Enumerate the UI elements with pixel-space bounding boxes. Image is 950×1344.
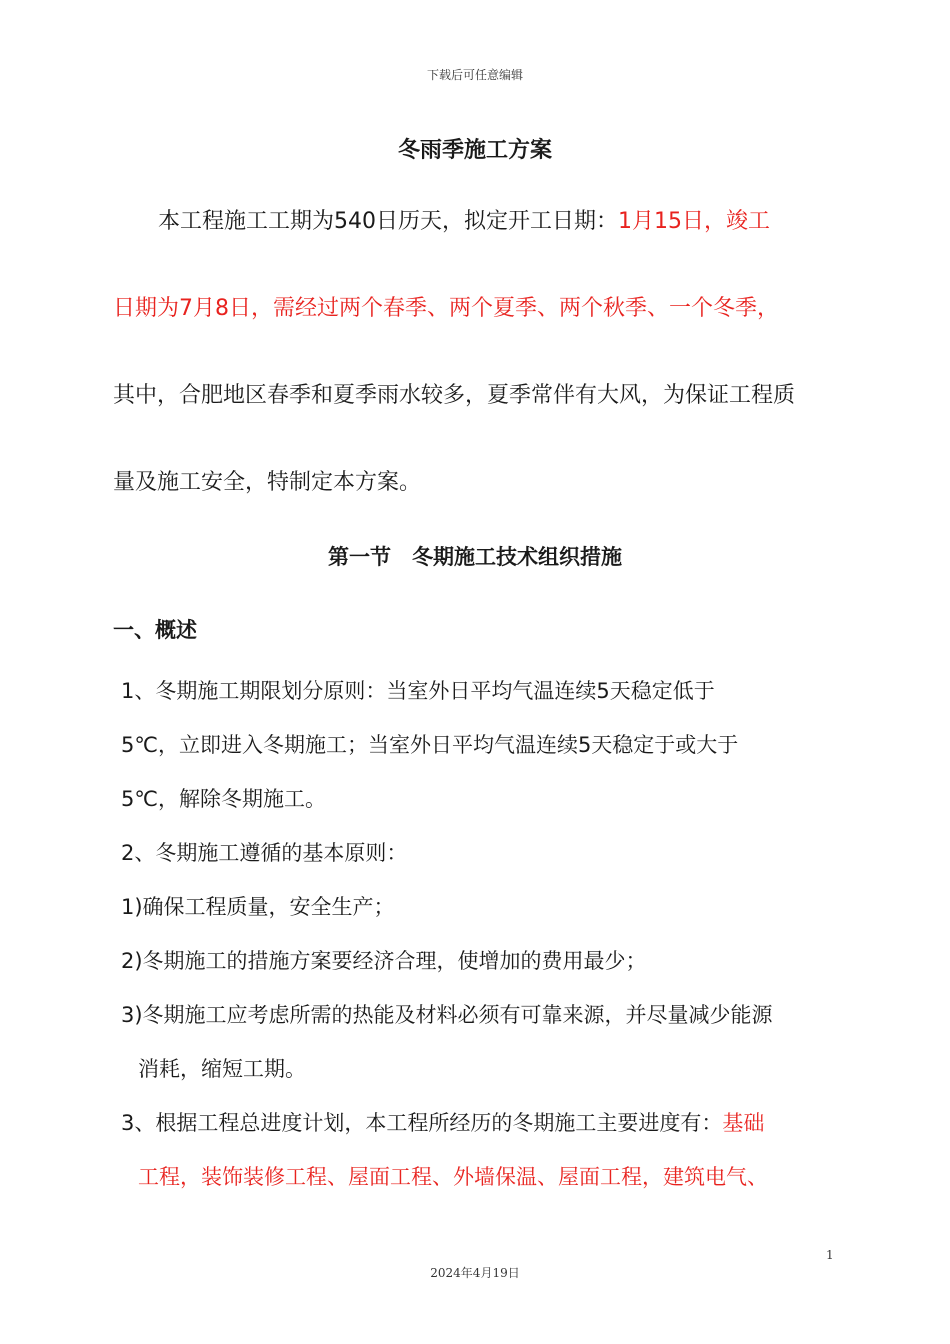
intro-line-1-highlight: 1月15日，竣工 <box>618 209 770 234</box>
sub-item-1: 1)确保工程质量，安全生产； <box>121 895 395 919</box>
item-1-line-1: 1、冬期施工期限划分原则：当室外日平均气温连续5天稳定低于 <box>121 679 715 703</box>
intro-line-3: 其中，合肥地区春季和夏季雨水较多，夏季常伴有大风，为保证工程质 <box>113 383 796 408</box>
sub-item-3-line-1: 3)冬期施工应考虑所需的热能及材料必须有可靠来源，并尽量减少能源 <box>121 1003 773 1027</box>
item-2: 2、冬期施工遵循的基本原则： <box>121 841 408 865</box>
footer-date: 2024年4月19日 <box>430 1266 520 1280</box>
page-number: 1 <box>826 1248 834 1262</box>
intro-line-4: 量及施工安全，特制定本方案。 <box>113 470 422 495</box>
intro-line-2: 日期为7月8日，需经过两个春季、两个夏季、两个秋季、一个冬季， <box>113 296 779 321</box>
section-title: 第一节 冬期施工技术组织措施 <box>328 545 622 569</box>
item-3-line-2: 工程，装饰装修工程、屋面工程、外墙保温、屋面工程，建筑电气、 <box>138 1165 768 1189</box>
item-3-line-1-text: 3、根据工程总进度计划，本工程所经历的冬期施工主要进度有： <box>121 1111 723 1135</box>
header-note: 下载后可任意编辑 <box>426 68 523 82</box>
sub-item-3-line-2: 消耗，缩短工期。 <box>138 1057 306 1081</box>
item-1-line-3: 5℃，解除冬期施工。 <box>121 787 326 811</box>
sub-item-2: 2)冬期施工的措施方案要经济合理，使增加的费用最少； <box>121 949 647 973</box>
document-title: 冬雨季施工方案 <box>397 138 552 163</box>
intro-line-1-text: 本工程施工工期为540日历天，拟定开工日期： <box>158 209 618 234</box>
subsection-title: 一、概述 <box>113 618 197 642</box>
item-3-line-1-highlight: 基础 <box>722 1111 765 1135</box>
intro-line-1 <box>158 207 848 236</box>
item-3-line-1 <box>121 1109 764 1138</box>
item-1-line-2: 5℃，立即进入冬期施工；当室外日平均气温连续5天稳定于或大于 <box>121 733 739 757</box>
